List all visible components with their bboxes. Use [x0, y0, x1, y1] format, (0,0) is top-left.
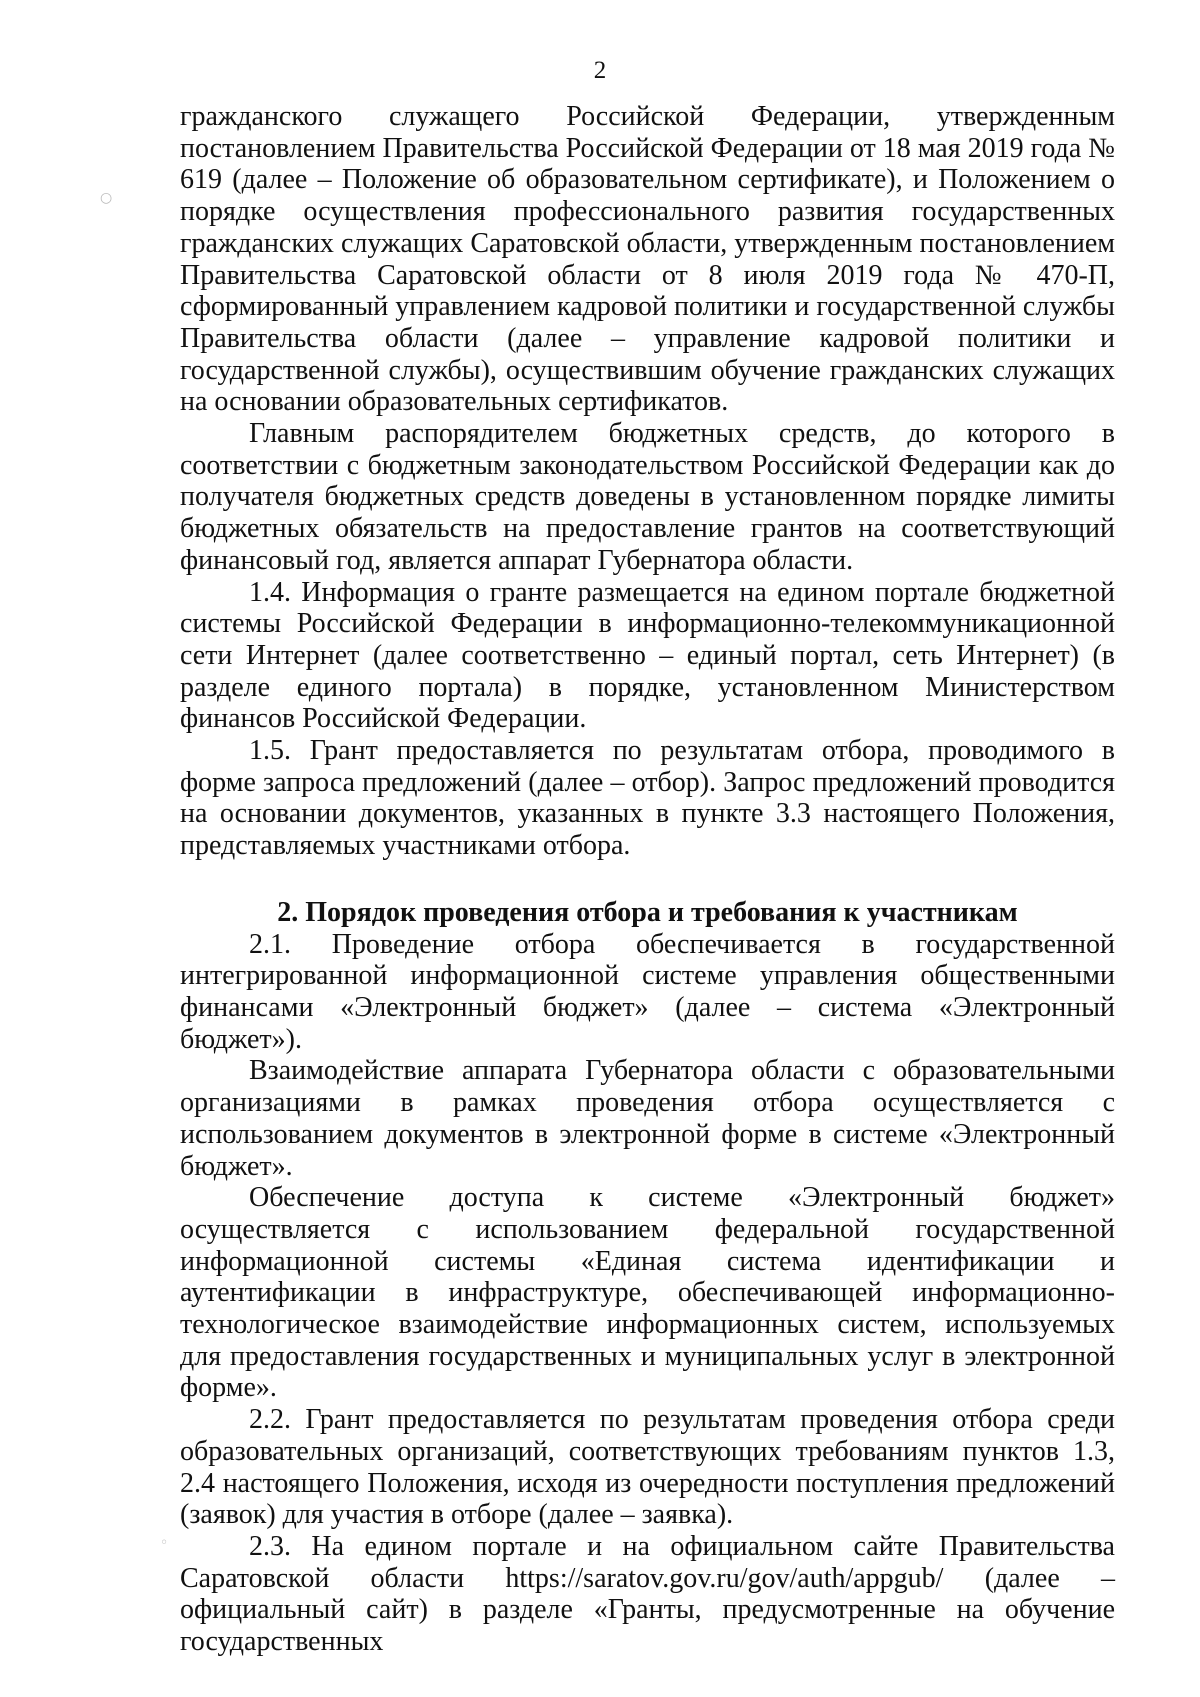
page-number: 2: [593, 57, 607, 84]
paragraph-2: Главным распорядителем бюджетных средств, до которого в соответствии с бюджетным законодательством Российской Федерации как до получателя бюджетных средств доведены в установленном порядке лимиты бюджетных обязательств на предоставление грантов на соответствующий финансовый год, является аппарат Губернатора области.: [180, 418, 1115, 576]
scan-margin-mark: ◦: [160, 1535, 169, 1551]
paragraph-9: 2.3. На едином портале и на официальном сайте Правительства Саратовской области https://saratov.gov.ru/gov/auth/appgub/ (далее – официальный сайт) в разделе «Гранты, предусмотренные на обучение государственных: [180, 1530, 1115, 1658]
document-body: [180, 101, 1115, 1658]
paragraph-1: гражданского служащего Российской Федерации, утвержденным постановлением Правительства Российской Федерации от 18 мая 2019 года № 619 (далее – Положение об образовательном сертификате), и Положением о порядке осуществления профессионального развития государственных гражданских служащих Саратовской области, утвержденным постановлением Правительства Саратовской области от 8 июля 2019 года № 470-П, сформированный управлением кадровой политики и государственной службы Правительства области (далее – управление кадровой политики и государственной службы), осуществившим обучение гражданских служащих на основании образовательных сертификатов.: [180, 101, 1115, 418]
paragraph-6: Взаимодействие аппарата Губернатора области с образовательными организациями в рамках проведения отбора осуществляется с использованием документов в электронной форме в системе «Электронный бюджет».: [180, 1055, 1115, 1182]
section-heading: 2. Порядок проведения отбора и требования к участникам: [277, 896, 1018, 928]
paragraph-4: 1.5. Грант предоставляется по результатам отбора, проводимого в форме запроса предложений (далее – отбор). Запрос предложений проводится на основании документов, указанных в пункте 3.3 настоящего Положения, представляемых участниками отбора.: [180, 735, 1115, 862]
paragraph-7: Обеспечение доступа к системе «Электронный бюджет» осуществляется с использованием федеральной государственной информационной системы «Единая система идентификации и аутентификации в инфраструктуре, обеспечивающей информационно-технологическое взаимодействие информационных систем, используемых для предоставления государственных и муниципальных услуг в электронной форме».: [180, 1182, 1115, 1404]
paragraph-5: 2.1. Проведение отбора обеспечивается в государственной интегрированной информационной системе управления общественными финансами «Электронный бюджет» (далее – система «Электронный бюджет»).: [180, 928, 1115, 1055]
paragraph-8: 2.2. Грант предоставляется по результатам проведения отбора среди образовательных организаций, соответствующих требованиям пунктов 1.3, 2.4 настоящего Положения, исходя из очередности поступления предложений (заявок) для участия в отборе (далее – заявка).: [180, 1404, 1115, 1531]
paragraph-3: 1.4. Информация о гранте размещается на едином портале бюджетной системы Российской Федерации в информационно-телекоммуникационной сети Интернет (далее соответственно – единый портал, сеть Интернет) (в разделе единого портала) в порядке, установленном Министерством финансов Российской Федерации.: [180, 576, 1115, 735]
scan-margin-mark: ○: [100, 190, 113, 206]
